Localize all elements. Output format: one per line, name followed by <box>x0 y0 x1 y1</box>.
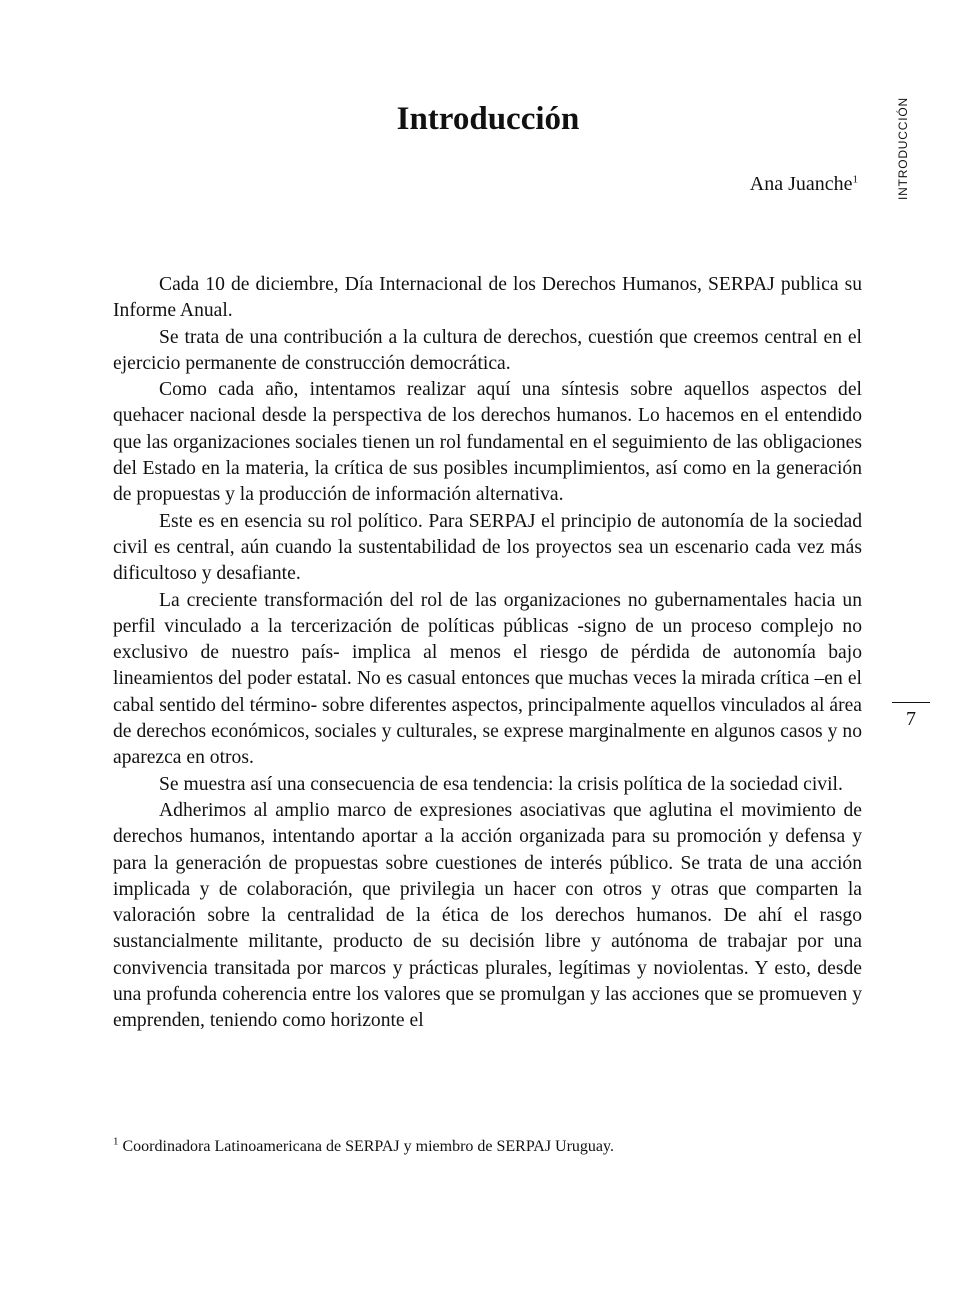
paragraph: Como cada año, intentamos realizar aquí una síntesis sobre aquellos aspectos del quehacer nacional desde la perspectiva de los derechos humanos. Lo hacemos en el entendido que las organizaciones sociales tienen un rol fundamental en el seguimiento de las obligaciones del Estado en la materia, la crítica de sus posibles incumplimientos, así como en la generación de propuestas y la producción de información alternativa. <box>113 379 862 506</box>
footnote-text: Coordinadora Latinoamericana de SERPAJ y miembro de SERPAJ Uruguay. <box>122 1138 614 1155</box>
paragraph: Este es en esencia su rol político. Para SERPAJ el principio de autonomía de la sociedad civil es central, aún cuando la sustentabilidad de los proyectos sea un escenario cada vez más dificultoso y desafiante. <box>113 510 862 585</box>
paragraph: Se muestra así una consecuencia de esa tendencia: la crisis política de la sociedad civil. <box>159 773 843 795</box>
footnote-mark: 1 <box>113 1135 119 1148</box>
paragraph: Se trata de una contribución a la cultura de derechos, cuestión que creemos central en el ejercicio permanente de construcción democrática. <box>113 326 862 374</box>
running-head: INTRODUCCIÓN <box>896 97 910 200</box>
page-number: 7 <box>906 708 916 730</box>
page-title: Introducción <box>396 101 580 137</box>
author-footnote-mark: 1 <box>852 173 858 186</box>
paragraph: La creciente transformación del rol de las organizaciones no gubernamentales hacia un perfil vinculado a la tercerización de políticas públicas -signo de un proceso complejo no exclusivo de nuestro país- implica al menos el riesgo de pérdida de autonomía bajo lineamientos del poder estatal. No es casual entonces que muchas veces la mirada crítica –en el cabal sentido del término- sobre diferentes aspectos, principalmente aquellos vinculados al área de derechos económicos, sociales y culturales, se exprese marginalmente en algunos casos y no aparezca en otros. <box>113 589 862 769</box>
footnote <box>113 1136 862 1158</box>
author-line <box>750 172 858 196</box>
paragraph: Adherimos al amplio marco de expresiones asociativas que aglutina el movimiento de derechos humanos, intentando aportar a la acción organizada para su promoción y defensa y para la generación de propuestas sobre cuestiones de interés público. Se trata de una acción implicada y de colaboración, que privilegia un hacer con otros y otras que comparten la valoración sobre la centralidad de la ética de los derechos humanos. De ahí el rasgo sustancialmente militante, producto de su decisión libre y autónoma de trabajar por una convivencia transitada por marcos y prácticas plurales, legítimas y noviolentas. Y esto, desde una profunda coherencia entre los valores que se promulgan y las acciones que se promueven y emprenden, teniendo como horizonte el <box>113 799 862 1032</box>
page-number-rule <box>892 702 930 703</box>
author-name: Ana Juanche <box>749 173 853 195</box>
paragraph: Cada 10 de diciembre, Día Internacional de los Derechos Humanos, SERPAJ publica su Informe Anual. <box>113 274 862 322</box>
body-text <box>113 272 862 1035</box>
